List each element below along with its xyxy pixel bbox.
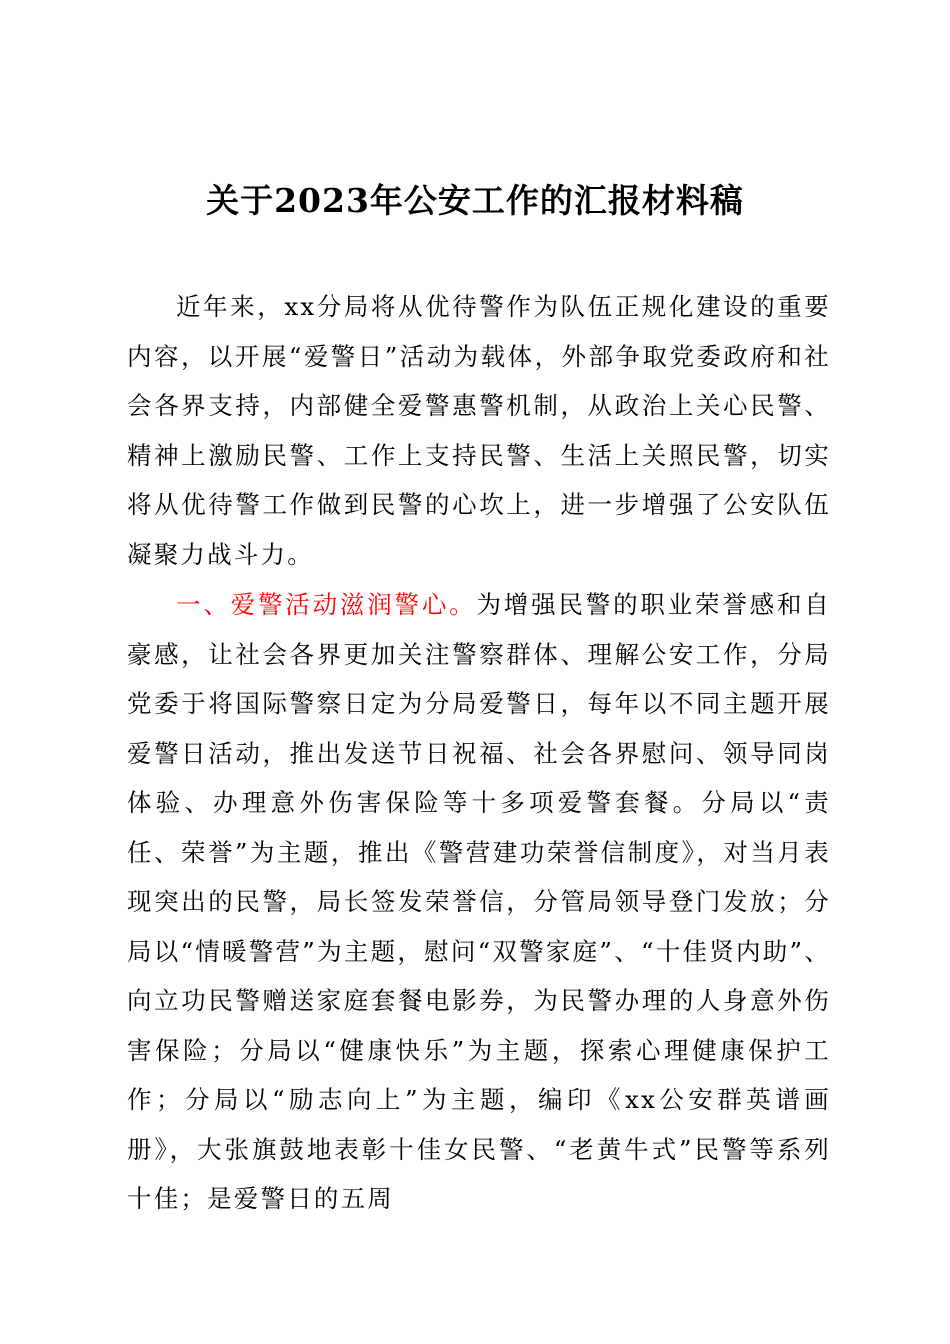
section-1-heading: 一、爱警活动滋润警心。 — [176, 590, 477, 619]
document-title: 关于2023年公安工作的汇报材料稿 — [206, 181, 744, 220]
section-1-text: 为增强民警的职业荣誉感和自豪感，让社会各界更加关注警察群体、理解公安工作，分局党委于将国际警察日定为分局爱警日，每年以不同主题开展爱警日活动，推出发送节日祝福、社会各界慰问、领导同岗体验、办理意外伤害保险等十多项爱警套餐。分局以“责任、荣誉”为主题，推出《警营建功荣誉信制度》，对当月表现突出的民警，局长签发荣誉信，分管局领导登门发放；分局以“情暖警营”为主题，慰问“双警家庭”、“十佳贤内助”、向立功民警赠送家庭套餐电影券，为民警办理的人身意外伤害保险；分局以“健康快乐”为主题，探索心理健康保护工作；分局以“励志向上”为主题，编印《xx公安群英谱画册》，大张旗鼓地表彰十佳女民警、“老黄牛式”民警等系列十佳；是爱警日的五周 — [127, 590, 831, 1213]
intro-paragraph: 近年来，xx分局将从优待警作为队伍正规化建设的重要内容，以开展“爱警日”活动为载体，外部争取党委政府和社会各界支持，内部健全爱警惠警机制，从政治上关心民警、精神上激励民警、工作上支持民警、生活上关照民警，切实将从优待警工作做到民警的心坎上，进一步增强了公安队伍凝聚力战斗力。 — [127, 292, 831, 569]
section-1-paragraph — [127, 580, 831, 1224]
